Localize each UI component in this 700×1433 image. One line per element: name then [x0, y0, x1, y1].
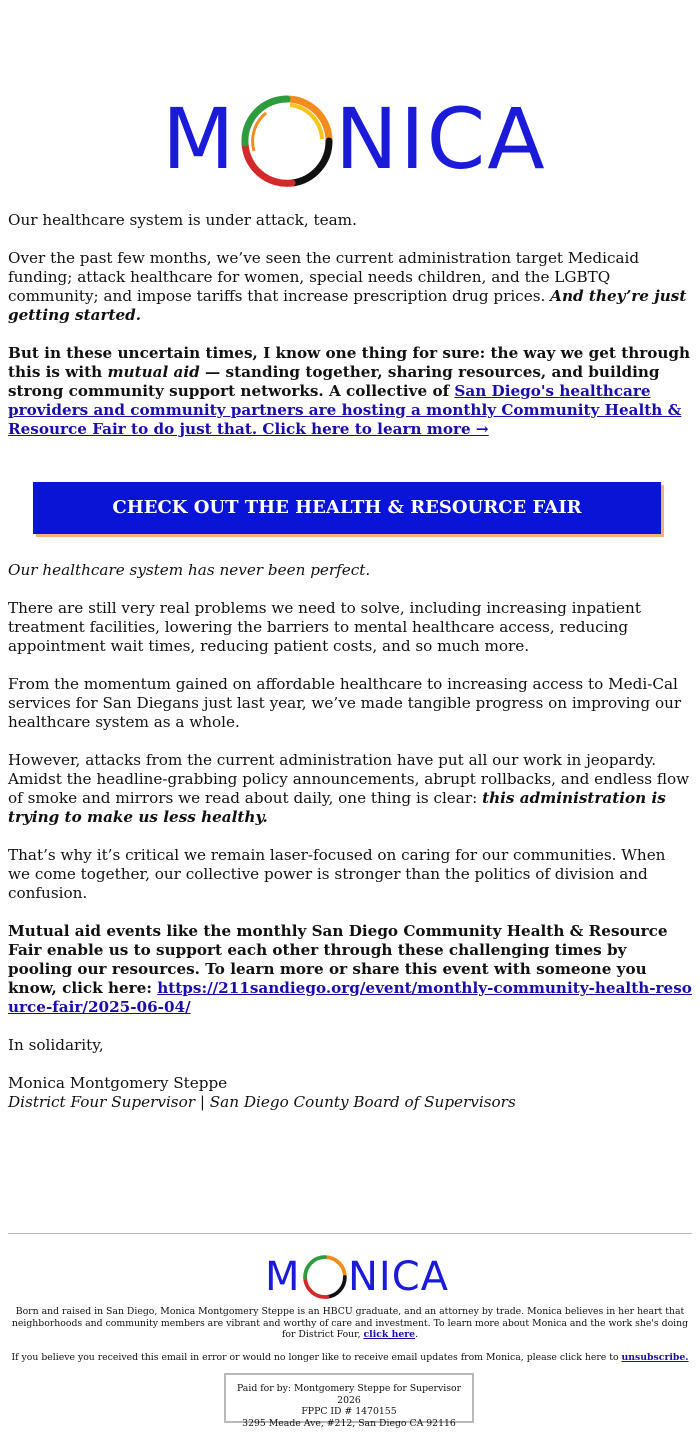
- footer-bio-end: .: [415, 1329, 419, 1340]
- intro-p2-emphasis: And they’re just getting started.: [8, 287, 687, 324]
- logo-letters-nica: NICA: [335, 90, 547, 188]
- logo-ring-icon: [232, 91, 342, 191]
- body-section: [8, 561, 692, 1131]
- cta-container: [33, 482, 666, 538]
- footer-bio: [8, 1306, 692, 1341]
- paid-line-3: 3295 Meade Ave, #212, San Diego CA 92116: [242, 1417, 456, 1429]
- body-p4-emphasis: this administration is trying to make us less healthy.: [8, 789, 666, 826]
- signer-title: District Four Supervisor | San Diego County Board of Supervisors: [8, 1093, 516, 1111]
- health-resource-fair-button[interactable]: CHECK OUT THE HEALTH & RESOURCE FAIR: [33, 482, 661, 534]
- footer-logo: [0, 1253, 700, 1303]
- intro-section: [8, 211, 692, 458]
- closing-line: In solidarity,: [8, 1036, 104, 1054]
- footer-logo-ring-icon: [299, 1253, 351, 1301]
- intro-paragraph-1: Our healthcare system is under attack, team.: [8, 211, 357, 229]
- footer-unsubscribe-line: [8, 1352, 692, 1364]
- intro-p3-text-a: But in these uncertain times, I know one thing for sure: the way we get through this is with: [8, 344, 691, 381]
- body-paragraph-1: [8, 561, 692, 580]
- body-p6-text: Mutual aid events like the monthly San Diego Community Health & Resource Fair enable us to support each other through these challenging times by pooling our resources. To learn more or share this event with someone you know, click here:: [8, 922, 668, 997]
- logo-letter-m: M: [162, 90, 237, 188]
- body-paragraph-4: [8, 751, 692, 827]
- footer-learn-more-link[interactable]: click here: [363, 1329, 416, 1340]
- resource-fair-link[interactable]: San Diego's healthcare providers and community partners are hosting a monthly Community Health & Resource Fair to do just that. Click here to learn more →: [8, 382, 682, 438]
- paid-for-disclaimer: [224, 1373, 474, 1429]
- body-paragraph-5: That’s why it’s critical we remain laser-focused on caring for our communities. When we come together, our collective power is stronger than the politics of division and confusion.: [8, 846, 666, 902]
- unsubscribe-link[interactable]: unsubscribe.: [621, 1351, 689, 1363]
- paid-line-2: FPPC ID # 1470155: [301, 1406, 397, 1417]
- body-paragraph-6: [8, 922, 692, 1017]
- body-p1-italic: Our healthcare system has never been perfect.: [8, 561, 371, 579]
- signature-block: [8, 1074, 692, 1112]
- intro-p3-text-b: — standing together, sharing resources, and building strong community support networks. A collective of: [8, 363, 660, 400]
- header-logo: [0, 90, 700, 195]
- intro-paragraph-3: [8, 344, 692, 439]
- signer-name: Monica Montgomery Steppe: [8, 1074, 228, 1092]
- footer-text: [8, 1306, 692, 1363]
- paid-line-1: Paid for by: Montgomery Steppe for Supervisor 2026: [236, 1383, 462, 1406]
- footer-bio-text: Born and raised in San Diego, Monica Montgomery Steppe is an HBCU graduate, and an attorney by trade. Monica believes in her heart that neighborhoods and community members are vibrant and worthy of care and investment. To learn more about Monica and the work she's doing for District Four,: [11, 1306, 689, 1340]
- footer-logo-letter-m: M: [265, 1254, 301, 1300]
- body-paragraph-2: There are still very real problems we need to solve, including increasing inpatient treatment facilities, lowering the barriers to mental healthcare access, reducing appointment wait times, reducing patient costs, and so much more.: [8, 599, 641, 655]
- body-p4-text: However, attacks from the current administration have put all our work in jeopardy. Amidst the headline-grabbing policy announcements, abrupt rollbacks, and endless flow of smoke and mirrors we read about daily, one thing is clear:: [8, 751, 690, 807]
- intro-paragraph-2: [8, 249, 692, 325]
- footer-divider: [8, 1233, 692, 1234]
- body-paragraph-3: From the momentum gained on affordable healthcare to increasing access to Medi-Cal services for San Diegans just last year, we’ve made tangible progress on improving our healthcare system as a whole.: [8, 675, 682, 731]
- intro-p2-text: Over the past few months, we’ve seen the current administration target Medicaid funding; attack healthcare for women, special needs children, and the LGBTQ community; and impose tariffs that increase prescription drug prices.: [8, 249, 640, 305]
- footer-unsub-text: If you believe you received this email in error or would no longer like to receive email updates from Monica, please click here to: [11, 1351, 622, 1363]
- event-url-link[interactable]: https://211sandiego.org/event/monthly-community-health-resource-fair/2025-06-04/: [8, 979, 692, 1016]
- footer-logo-letters-nica: NICA: [348, 1254, 450, 1300]
- intro-p3-em: mutual aid: [107, 363, 200, 381]
